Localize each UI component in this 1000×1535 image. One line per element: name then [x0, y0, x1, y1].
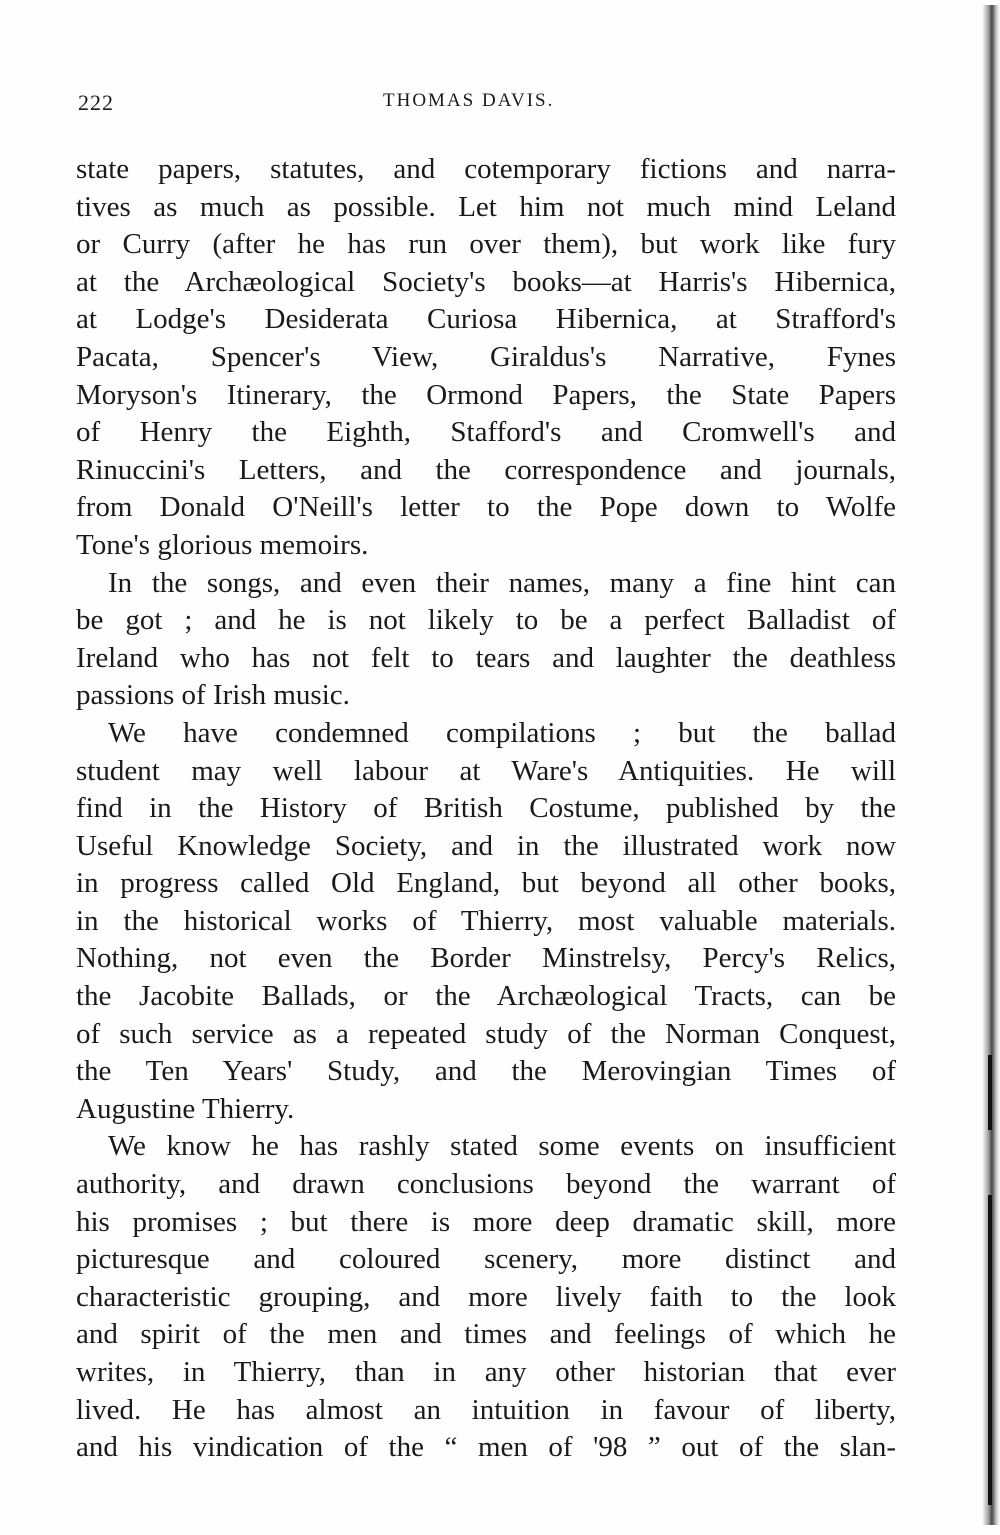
text-line: passions of Irish music.	[76, 679, 350, 712]
body-text	[76, 151, 896, 1467]
text-line: in the historical works of Thierry, most valuable materials.	[76, 904, 896, 937]
text-line: We know he has rashly stated some events on insufficient	[108, 1130, 896, 1163]
text-line: lived. He has almost an intuition in favour of liberty,	[76, 1393, 896, 1426]
text-line: of such service as a repeated study of the Norman Conquest,	[76, 1017, 896, 1050]
page-header	[78, 90, 893, 120]
gutter-mark	[988, 1055, 992, 1130]
text-line: at Lodge's Desiderata Curiosa Hibernica, at Strafford's	[76, 303, 896, 336]
text-line: his promises ; but there is more deep dramatic skill, more	[76, 1205, 896, 1238]
text-line: Tone's glorious memoirs.	[76, 528, 369, 561]
binding-gutter	[970, 0, 1000, 1535]
text-line: authority, and drawn conclusions beyond the warrant of	[76, 1168, 896, 1201]
text-line: Moryson's Itinerary, the Ormond Papers, the State Papers	[76, 378, 896, 411]
text-line: of Henry the Eighth, Stafford's and Cromwell's and	[76, 416, 896, 449]
text-line: picturesque and coloured scenery, more distinct and	[76, 1243, 896, 1276]
text-line: or Curry (after he has run over them), but work like fury	[76, 228, 896, 261]
text-line: at the Archæological Society's books—at Harris's Hibernica,	[76, 265, 896, 298]
text-line: student may well labour at Ware's Antiquities. He will	[76, 754, 896, 787]
gutter-mark	[988, 1195, 992, 1505]
text-line: Pacata, Spencer's View, Giraldus's Narrative, Fynes	[76, 340, 896, 373]
text-line: Nothing, not even the Border Minstrelsy, Percy's Relics,	[76, 942, 896, 975]
text-line: find in the History of British Costume, published by the	[76, 792, 896, 825]
text-line: Augustine Thierry.	[76, 1092, 295, 1125]
text-line: state papers, statutes, and cotemporary fictions and narra-	[76, 153, 896, 185]
running-head: THOMAS DAVIS.	[383, 90, 555, 111]
page-number: 222	[78, 90, 114, 115]
text-line: Useful Knowledge Society, and in the illustrated work now	[76, 829, 896, 862]
text-line: tives as much as possible. Let him not much mind Leland	[76, 190, 896, 223]
text-line: Ireland who has not felt to tears and laughter the deathless	[76, 641, 896, 674]
text-line: Rinuccini's Letters, and the correspondence and journals,	[76, 453, 896, 486]
text-line: in progress called Old England, but beyond all other books,	[76, 867, 896, 900]
text-line: We have condemned compilations ; but the ballad	[108, 716, 896, 749]
text-line: In the songs, and even their names, many a fine hint can	[108, 566, 896, 599]
text-line: and spirit of the men and times and feelings of which he	[76, 1318, 896, 1351]
text-line: characteristic grouping, and more lively faith to the look	[76, 1280, 896, 1313]
text-line: writes, in Thierry, than in any other historian that ever	[76, 1356, 896, 1388]
text-line: from Donald O'Neill's letter to the Pope down to Wolfe	[76, 491, 896, 524]
text-line: the Ten Years' Study, and the Merovingian Times of	[76, 1055, 896, 1088]
text-line: and his vindication of the “ men of '98 ” out of the slan-	[76, 1431, 896, 1464]
text-line: the Jacobite Ballads, or the Archæological Tracts, can be	[76, 980, 896, 1013]
text-line: be got ; and he is not likely to be a perfect Balladist of	[76, 604, 896, 637]
